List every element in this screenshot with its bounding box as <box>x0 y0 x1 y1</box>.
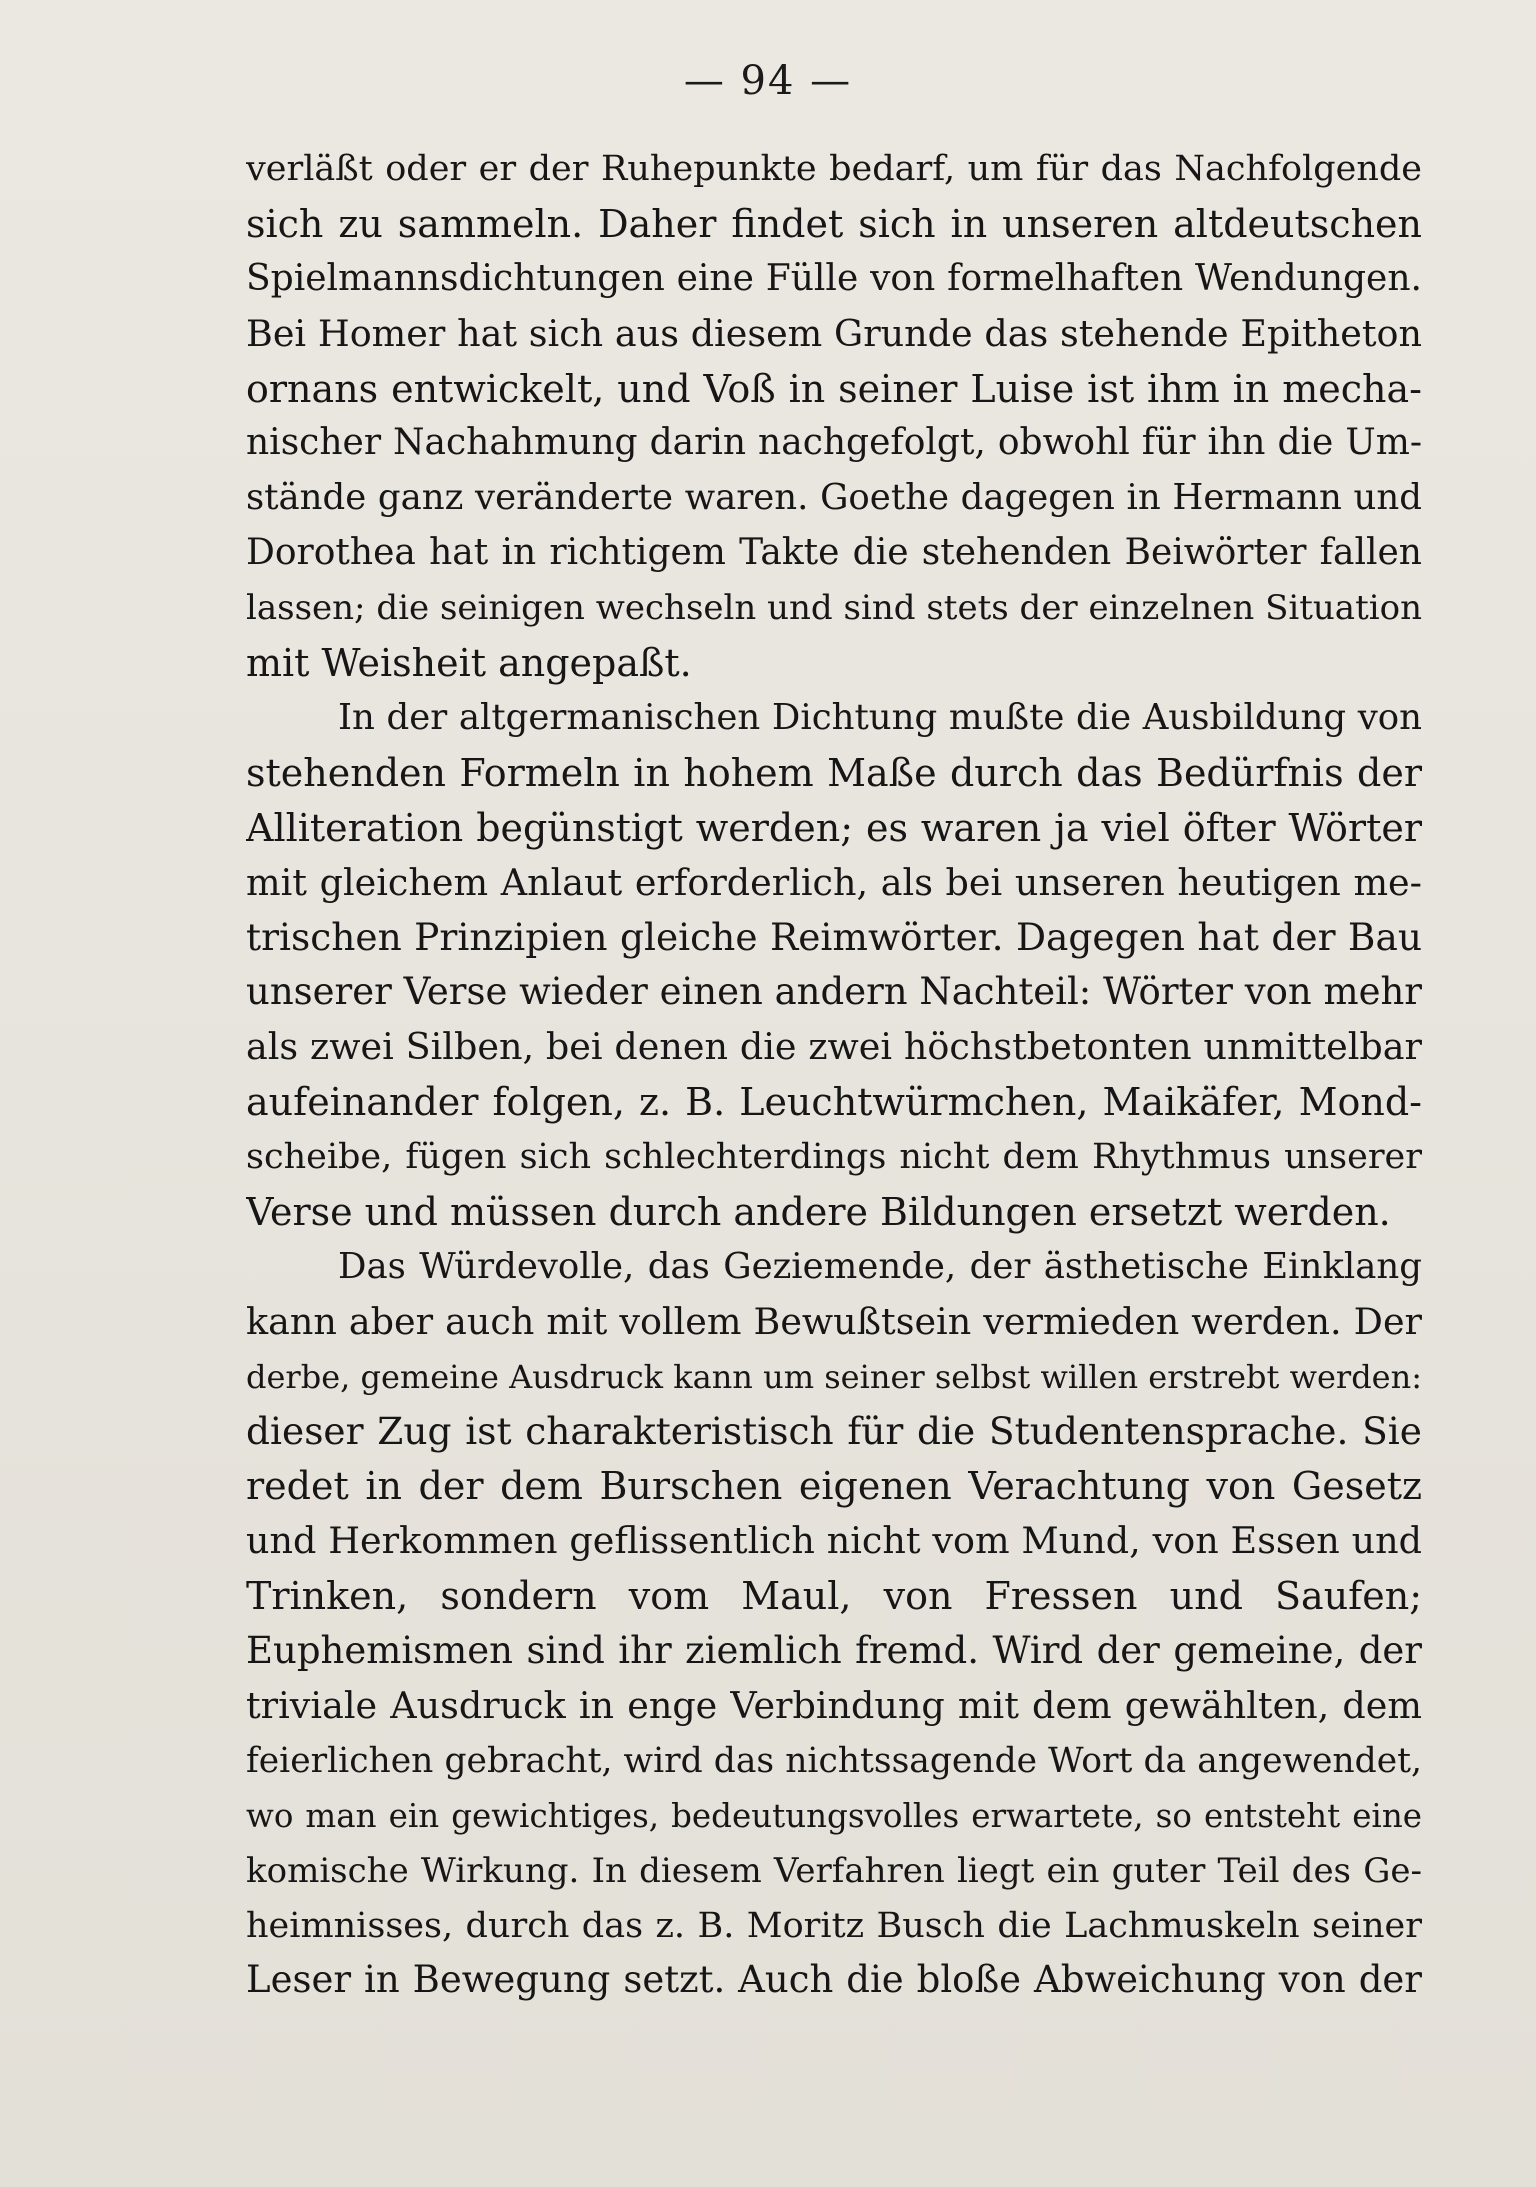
text-line: Bei Homer hat sich aus diesem Grunde das stehende Epitheton <box>246 311 1422 355</box>
text-line: trischen Prinzipien gleiche Reimwörter. Dagegen hat der Bau <box>246 915 1422 960</box>
paragraph-start-line: Das Würdevolle, das Geziemende, der ästhetische Einklang <box>338 1245 1422 1287</box>
text-line: Trinken, sondern vom Maul, von Fressen und Saufen; <box>246 1574 1422 1619</box>
text-line: stände ganz veränderte waren. Goethe dagegen in Hermann und <box>246 477 1422 519</box>
text-line: als zwei Silben, bei denen die zwei höchstbetonten unmittelbar <box>246 1025 1422 1069</box>
text-line: stehenden Formeln in hohem Maße durch das Bedürfnis der <box>246 750 1422 795</box>
text-line: aufeinander folgen, z. B. Leuchtwürmchen, Maikäfer, Mond- <box>246 1080 1422 1125</box>
page-number: — 94 — <box>683 58 853 104</box>
text-line: dieser Zug ist charakteristisch für die Studentensprache. Sie <box>246 1409 1422 1454</box>
text-line: feierlichen gebracht, wird das nichtssagende Wort da angewendet, <box>246 1740 1422 1781</box>
text-line: triviale Ausdruck in enge Verbindung mit dem gewählten, dem <box>246 1683 1422 1727</box>
text-line: ornans entwickelt, und Voß in seiner Luise ist ihm in mecha- <box>246 366 1422 411</box>
text-line: heimnisses, durch das z. B. Moritz Busch die Lachmuskeln seiner <box>246 1905 1422 1946</box>
text-line: nischer Nachahmung darin nachgefolgt, obwohl für ihn die Um- <box>246 422 1422 464</box>
text-line: komische Wirkung. In diesem Verfahren liegt ein guter Teil des Ge- <box>246 1850 1422 1891</box>
body-text <box>246 142 1422 2008</box>
text-line: lassen; die seinigen wechseln und sind stets der einzelnen Situation <box>246 588 1422 629</box>
text-line: und Herkommen geflissentlich nicht vom Mund, von Essen und <box>246 1519 1422 1563</box>
text-line: mit gleichem Anlaut erforderlich, als bei unseren heutigen me- <box>246 860 1422 904</box>
text-line: Dorothea hat in richtigem Takte die stehenden Beiwörter fallen <box>246 532 1422 574</box>
text-line: redet in der dem Burschen eigenen Verachtung von Gesetz <box>246 1464 1422 1509</box>
text-line: derbe, gemeine Ausdruck kann um seiner selbst willen erstrebt werden: <box>246 1357 1422 1396</box>
text-line: kann aber auch mit vollem Bewußtsein vermieden werden. Der <box>246 1299 1422 1343</box>
text-line: scheibe, fügen sich schlechterdings nicht dem Rhythmus unserer <box>246 1137 1422 1178</box>
text-line: verläßt oder er der Ruhepunkte bedarf, um für das Nachfolgende <box>246 149 1422 189</box>
paragraph-start-line: In der altgermanischen Dichtung mußte die Ausbildung von <box>338 696 1422 738</box>
text-line: Verse und müssen durch andere Bildungen ersetzt werden. <box>246 1189 1391 1234</box>
text-line: Alliteration begünstigt werden; es waren ja viel öfter Wörter <box>246 805 1422 850</box>
text-line: sich zu sammeln. Daher findet sich in unseren altdeutschen <box>246 201 1422 246</box>
text-line: Euphemismen sind ihr ziemlich fremd. Wird der gemeine, der <box>246 1629 1422 1673</box>
text-line: unserer Verse wieder einen andern Nachteil: Wörter von mehr <box>246 970 1422 1014</box>
text-line: wo man ein gewichtiges, bedeutungsvolles erwartete, so entsteht eine <box>246 1796 1422 1835</box>
text-line: Leser in Bewegung setzt. Auch die bloße Abweichung von der <box>246 1958 1422 2002</box>
text-line: Spielmannsdichtungen eine Fülle von formelhaften Wendungen. <box>246 257 1422 299</box>
text-line: mit Weisheit angepaßt. <box>246 641 692 686</box>
